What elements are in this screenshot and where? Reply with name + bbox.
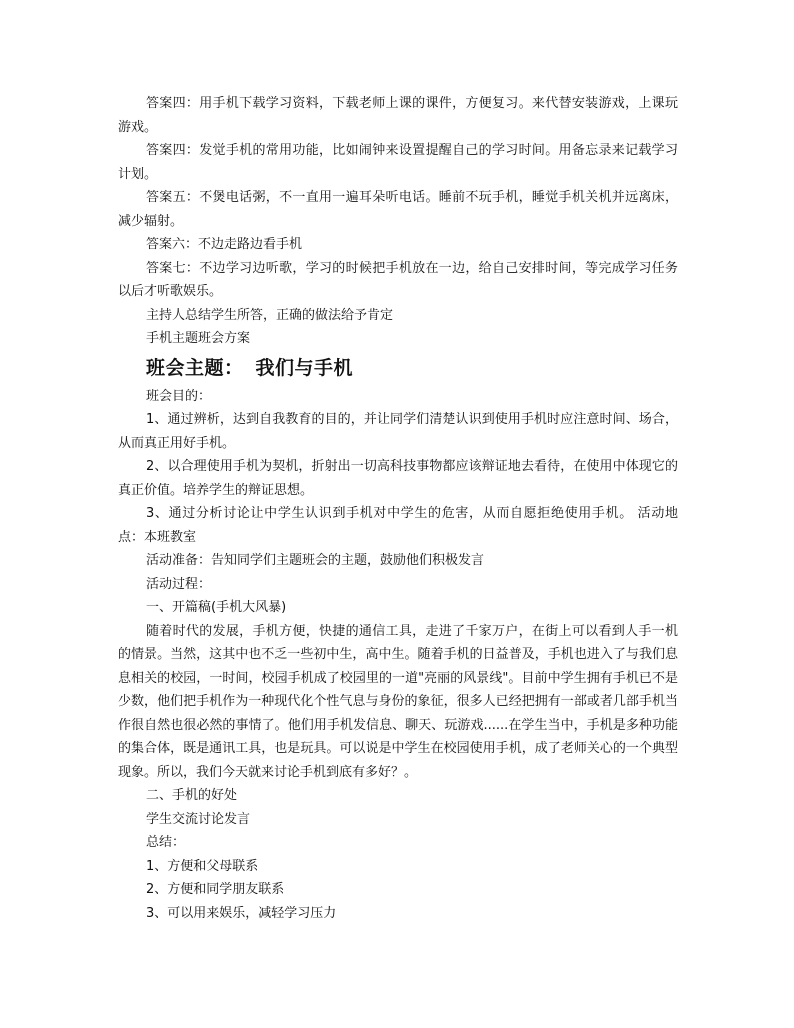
purpose-item-1: 1、通过辨析，达到自我教育的目的，并让同学们清楚认识到使用手机时应注意时间、场合，从而真正用好手机。	[118, 412, 678, 451]
summary-item-2: 2、方便和同学朋友联系	[146, 882, 285, 897]
answer-four-b: 答案四：发觉手机的常用功能，比如闹钟来设置提醒自己的学习时间。用备忘录来记载学习计划。	[118, 143, 678, 182]
purpose-item-3: 3、通过分析讨论让中学生认识到手机对中学生的危害，从而自愿拒绝使用手机。 活动地点：本班教室	[118, 506, 678, 545]
plan-title: 手机主题班会方案	[146, 331, 251, 346]
section-one-body: 随着时代的发展，手机方便，快捷的通信工具，走进了千家万户，在街上可以看到人手一机的情景。当然，这其中也不乏一些初中生，高中生。随着手机的日益普及，手机也进入了与我们息息相关的校园，一时间，校园手机成了校园里的一道"亮丽的风景线"。目前中学生拥有手机已不是少数，他们把手机作为一种现代化个性气息与身份的象征，很多人已经把拥有一部或者几部手机当作很自然也很必然的事情了。他们用手机发信息、聊天、玩游戏......在学生当中，手机是多种功能的集合体，既是通讯工具，也是玩具。可以说是中学生在校园使用手机，成了老师关心的一个典型现象。所以，我们今天就来讨论手机到底有多好？。	[118, 623, 678, 780]
host-summary: 主持人总结学生所答，正确的做法给予肯定	[146, 307, 394, 323]
answer-seven: 答案七：不边学习边听歌，学习的时候把手机放在一边，给自己安排时间，等完成学习任务以后才听歌娱乐。	[118, 260, 678, 299]
summary-item-3: 3、可以用来娱乐，减轻学习压力	[146, 905, 337, 921]
purpose-label: 班会目的：	[146, 388, 212, 404]
document-page	[118, 92, 678, 925]
section-one-title: 一、开篇稿(手机大风暴)	[146, 600, 287, 615]
answer-four-a: 答案四：用手机下载学习资料，下载老师上课的课件，方便复习。来代替安装游戏，上课玩游戏。	[118, 96, 678, 135]
purpose-item-2: 2、以合理使用手机为契机，折射出一切高科技事物都应该辩证地去看待，在使用中体现它的真正价值。培养学生的辩证思想。	[118, 459, 678, 498]
activity-preparation: 活动准备：告知同学们主题班会的主题，鼓励他们积极发言	[146, 553, 485, 568]
activity-process-label: 活动过程：	[146, 576, 212, 592]
student-discussion: 学生交流讨论发言	[146, 811, 251, 827]
heading-label: 班会主题：	[146, 356, 244, 379]
class-meeting-heading	[118, 351, 678, 385]
heading-topic: 我们与手机	[255, 356, 354, 379]
section-two-title: 二、手机的好处	[146, 788, 238, 803]
summary-item-1: 1、方便和父母联系	[146, 858, 259, 874]
answer-five: 答案五：不煲电话粥，不一直用一遍耳朵听电话。睡前不玩手机，睡觉手机关机并远离床，减少辐射。	[118, 190, 678, 229]
summary-label: 总结：	[146, 835, 186, 850]
answer-six: 答案六：不边走路边看手机	[146, 237, 303, 252]
